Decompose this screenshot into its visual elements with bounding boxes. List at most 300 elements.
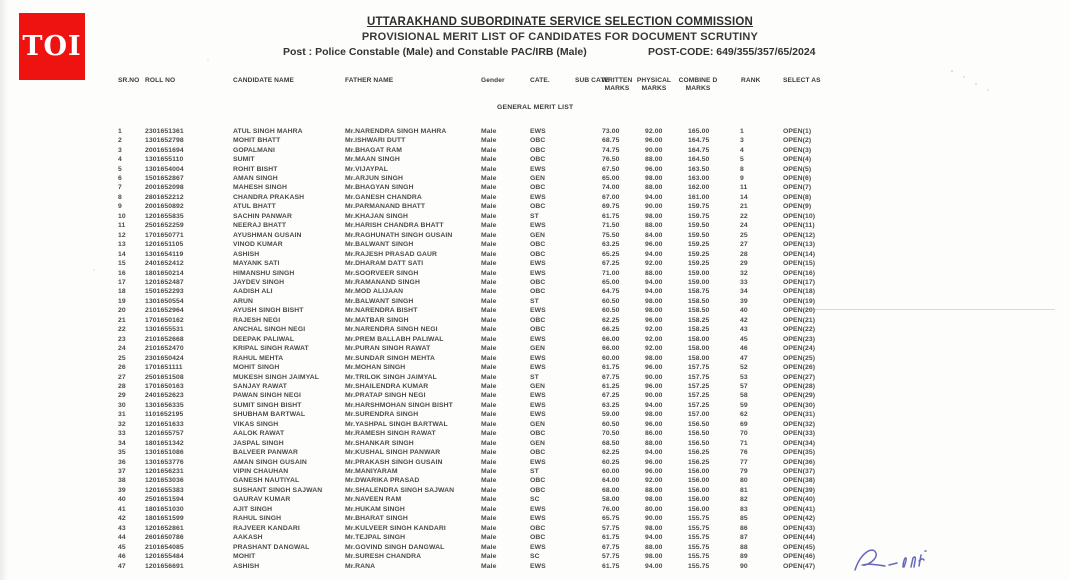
cell-cate: GEN — [530, 439, 546, 447]
scan-speck — [975, 83, 977, 85]
cell-combined: 156.00 — [688, 496, 710, 504]
cell-sr: 11 — [118, 222, 126, 230]
cell-physical: 88.00 — [645, 439, 663, 447]
scan-speck — [207, 59, 209, 61]
cell-roll: 1301654119 — [145, 250, 184, 258]
cell-combined: 159.50 — [688, 222, 710, 230]
cell-name: AMAN SINGH GUSAIN — [233, 458, 307, 466]
cell-rank: 52 — [740, 364, 748, 372]
cell-cate: OBC — [530, 524, 546, 532]
cell-rank: 88 — [740, 543, 748, 551]
cell-sr: 1 — [118, 127, 122, 135]
cell-select: OPEN(23) — [783, 335, 816, 343]
cell-select: OPEN(17) — [783, 278, 816, 286]
post-code: POST-CODE: 649/355/357/65/2024 — [648, 46, 816, 58]
cell-gender: Male — [481, 278, 497, 286]
cell-sr: 13 — [118, 241, 126, 249]
cell-select: OPEN(35) — [783, 449, 816, 457]
cell-gender: Male — [481, 354, 497, 362]
cell-cate: OBC — [530, 326, 546, 334]
cell-rank: 77 — [740, 458, 748, 466]
cell-physical: 90.00 — [645, 373, 663, 381]
table-row — [112, 326, 836, 335]
cell-father: Mr.RAGHUNATH SINGH GUSAIN — [345, 231, 453, 239]
cell-name: GANESH NAUTIYAL — [233, 477, 300, 485]
table-row — [112, 477, 836, 486]
cell-rank: 87 — [740, 534, 748, 542]
cell-combined: 161.00 — [688, 193, 710, 201]
cell-roll: 2401652623 — [145, 392, 184, 400]
cell-father: Mr.SHAILENDRA KUMAR — [345, 382, 429, 390]
cell-gender: Male — [481, 439, 497, 447]
cell-gender: Male — [481, 212, 497, 220]
cell-select: OPEN(27) — [783, 373, 816, 381]
table-row — [112, 344, 836, 353]
cell-cate: OBC — [530, 137, 546, 145]
cell-roll: 2101652668 — [145, 335, 184, 343]
cell-physical: 92.00 — [645, 345, 663, 353]
cell-written: 69.75 — [602, 203, 620, 211]
cell-select: OPEN(43) — [783, 524, 816, 532]
cell-rank: 69 — [740, 420, 748, 428]
cell-select: OPEN(13) — [783, 241, 816, 249]
cell-father: Mr.BHAGYAN SINGH — [345, 184, 414, 192]
cell-physical: 98.00 — [645, 411, 663, 419]
cell-physical: 86.00 — [645, 430, 663, 438]
cell-sr: 8 — [118, 193, 122, 201]
cell-physical: 98.00 — [645, 496, 663, 504]
table-row — [112, 250, 836, 259]
cell-sr: 9 — [118, 203, 122, 211]
cell-gender: Male — [481, 203, 497, 211]
cell-cate: OBC — [530, 156, 546, 164]
cell-roll: 2001650892 — [145, 203, 184, 211]
column-header-select: SELECT AS — [783, 77, 821, 84]
cell-rank: 4 — [740, 146, 744, 154]
cell-roll: 1301655531 — [145, 326, 184, 334]
cell-select: OPEN(14) — [783, 250, 816, 258]
cell-written: 65.75 — [602, 515, 620, 523]
table-row — [112, 458, 836, 467]
cell-father: Mr.GOVIND SINGH DANGWAL — [345, 543, 445, 551]
column-header-rank: RANK — [741, 77, 761, 84]
cell-gender: Male — [481, 241, 497, 249]
cell-rank: 27 — [740, 241, 748, 249]
table-row — [112, 373, 836, 382]
cell-gender: Male — [481, 193, 497, 201]
cell-physical: 88.00 — [645, 269, 663, 277]
cell-cate: EWS — [530, 335, 546, 343]
table-row — [112, 212, 836, 221]
cell-gender: Male — [481, 137, 497, 145]
cell-cate: ST — [530, 468, 539, 476]
cell-gender: Male — [481, 335, 497, 343]
scan-artifact-line — [793, 309, 1055, 310]
cell-father: Mr.RAMANAND SINGH — [345, 278, 420, 286]
cell-cate: EWS — [530, 364, 546, 372]
cell-gender: Male — [481, 373, 497, 381]
cell-combined: 159.00 — [688, 269, 710, 277]
cell-gender: Male — [481, 430, 497, 438]
cell-gender: Male — [481, 156, 497, 164]
cell-written: 67.25 — [602, 260, 620, 268]
cell-roll: 1201656691 — [145, 562, 184, 570]
cell-name: AYUSHMAN GUSAIN — [233, 231, 302, 239]
cell-roll: 1201655383 — [145, 486, 184, 494]
cell-roll: 1801651599 — [145, 515, 184, 523]
cell-physical: 96.00 — [645, 241, 663, 249]
cell-select: OPEN(41) — [783, 505, 816, 513]
cell-rank: 29 — [740, 260, 748, 268]
cell-rank: 71 — [740, 439, 748, 447]
cell-rank: 86 — [740, 524, 748, 532]
cell-written: 70.50 — [602, 430, 620, 438]
cell-father: Mr.SOORVEER SINGH — [345, 269, 419, 277]
cell-name: AADISH ALI — [233, 288, 273, 296]
cell-written: 68.50 — [602, 439, 620, 447]
cell-name: JASPAL SINGH — [233, 439, 284, 447]
cell-rank: 62 — [740, 411, 748, 419]
cell-father: Mr.MOD ALIJAAN — [345, 288, 404, 296]
cell-combined: 165.00 — [688, 127, 710, 135]
cell-physical: 92.00 — [645, 127, 663, 135]
cell-sr: 40 — [118, 496, 126, 504]
cell-roll: 2501652259 — [145, 222, 184, 230]
cell-written: 61.75 — [602, 364, 620, 372]
scan-speck — [963, 76, 965, 78]
cell-written: 65.00 — [602, 174, 620, 182]
cell-written: 71.50 — [602, 222, 620, 230]
cell-cate: OBC — [530, 184, 546, 192]
cell-rank: 32 — [740, 269, 748, 277]
cell-rank: 80 — [740, 477, 748, 485]
cell-sr: 21 — [118, 316, 126, 324]
cell-written: 57.75 — [602, 553, 620, 561]
cell-cate: EWS — [530, 458, 546, 466]
cell-physical: 80.00 — [645, 505, 663, 513]
cell-roll: 2601650786 — [145, 534, 184, 542]
cell-cate: SC — [530, 553, 540, 561]
cell-select: OPEN(47) — [783, 562, 816, 570]
cell-gender: Male — [481, 260, 497, 268]
cell-physical: 96.00 — [645, 382, 663, 390]
column-header-cate: CATE. — [530, 77, 550, 84]
column-header-father: FATHER NAME — [345, 77, 394, 84]
cell-physical: 88.00 — [645, 486, 663, 494]
cell-cate: EWS — [530, 562, 546, 570]
cell-combined: 159.00 — [688, 278, 710, 286]
cell-combined: 157.25 — [688, 382, 710, 390]
cell-name: GOPALMANI — [233, 146, 275, 154]
cell-physical: 84.00 — [645, 231, 663, 239]
cell-name: ANCHAL SINGH NEGI — [233, 326, 306, 334]
cell-name: ASHISH — [233, 250, 260, 258]
cell-father: Mr.NARENDRA SINGH MAHRA — [345, 127, 447, 135]
cell-combined: 156.25 — [688, 449, 710, 457]
cell-combined: 162.00 — [688, 184, 710, 192]
table-row — [112, 467, 836, 476]
cell-select: OPEN(7) — [783, 184, 812, 192]
cell-roll: 1301651086 — [145, 449, 184, 457]
cell-name: MUKESH SINGH JAIMYAL — [233, 373, 319, 381]
cell-physical: 96.00 — [645, 468, 663, 476]
cell-gender: Male — [481, 543, 497, 551]
cell-roll: 1301655110 — [145, 156, 184, 164]
cell-written: 65.25 — [602, 250, 620, 258]
cell-written: 60.00 — [602, 468, 620, 476]
cell-name: VIKAS SINGH — [233, 420, 279, 428]
table-row — [112, 222, 836, 231]
cell-name: SUMIT SINGH BISHT — [233, 401, 302, 409]
cell-father: Mr.SHANKAR SINGH — [345, 439, 414, 447]
cell-name: MAHESH SINGH — [233, 184, 288, 192]
cell-rank: 76 — [740, 449, 748, 457]
cell-combined: 159.25 — [688, 260, 710, 268]
cell-roll: 1801651342 — [145, 439, 184, 447]
cell-gender: Male — [481, 468, 497, 476]
cell-rank: 46 — [740, 345, 748, 353]
cell-father: Mr.PRATAP SINGH NEGI — [345, 392, 426, 400]
cell-combined: 157.25 — [688, 392, 710, 400]
cell-written: 68.75 — [602, 137, 620, 145]
cell-sr: 33 — [118, 430, 126, 438]
cell-name: ASHISH — [233, 562, 260, 570]
cell-select: OPEN(6) — [783, 174, 812, 182]
cell-select: OPEN(45) — [783, 543, 816, 551]
cell-name: GAURAV KUMAR — [233, 496, 291, 504]
cell-written: 62.25 — [602, 316, 620, 324]
cell-roll: 2001652098 — [145, 184, 184, 192]
cell-written: 64.75 — [602, 288, 620, 296]
cell-select: OPEN(18) — [783, 288, 816, 296]
cell-roll: 1801651030 — [145, 505, 184, 513]
cell-father: Mr.BALWANT SINGH — [345, 241, 414, 249]
cell-rank: 47 — [740, 354, 748, 362]
cell-select: OPEN(20) — [783, 307, 816, 315]
table-row — [112, 543, 836, 552]
cell-roll: 2301651361 — [145, 127, 184, 135]
cell-father: Mr.SURENDRA SINGH — [345, 411, 419, 419]
cell-cate: OBC — [530, 203, 546, 211]
cell-father: Mr.PREM BALLABH PALIWAL — [345, 335, 444, 343]
cell-written: 61.75 — [602, 534, 620, 542]
cell-physical: 98.00 — [645, 212, 663, 220]
cell-select: OPEN(28) — [783, 382, 816, 390]
cell-gender: Male — [481, 449, 497, 457]
section-heading: GENERAL MERIT LIST — [497, 104, 574, 111]
cell-gender: Male — [481, 562, 497, 570]
cell-select: OPEN(19) — [783, 297, 816, 305]
cell-sr: 16 — [118, 269, 126, 277]
cell-name: MOHIT SINGH — [233, 364, 280, 372]
cell-gender: Male — [481, 505, 497, 513]
cell-father: Mr.NAVEEN RAM — [345, 496, 402, 504]
cell-select: OPEN(40) — [783, 496, 816, 504]
cell-physical: 90.00 — [645, 392, 663, 400]
cell-name: RAJVEER KANDARI — [233, 524, 300, 532]
cell-roll: 2401652412 — [145, 260, 184, 268]
cell-rank: 59 — [740, 401, 748, 409]
cell-rank: 11 — [740, 184, 748, 192]
cell-combined: 158.75 — [688, 288, 710, 296]
cell-gender: Male — [481, 486, 497, 494]
cell-select: OPEN(31) — [783, 411, 816, 419]
cell-rank: 58 — [740, 392, 748, 400]
cell-rank: 45 — [740, 335, 748, 343]
cell-roll: 1501652867 — [145, 174, 184, 182]
cell-name: ATUL BHATT — [233, 203, 276, 211]
cell-name: ARUN — [233, 297, 254, 305]
cell-sr: 26 — [118, 364, 126, 372]
cell-name: RAHUL SINGH — [233, 515, 282, 523]
cell-cate: OBC — [530, 486, 546, 494]
cell-cate: EWS — [530, 515, 546, 523]
cell-name: SACHIN PANWAR — [233, 212, 292, 220]
table-row — [112, 193, 836, 202]
cell-sr: 28 — [118, 382, 126, 390]
cell-combined: 155.75 — [688, 534, 710, 542]
cell-rank: 85 — [740, 515, 748, 523]
table-row — [112, 533, 836, 542]
table-row — [112, 288, 836, 297]
cell-combined: 156.50 — [688, 420, 710, 428]
cell-cate: GEN — [530, 174, 546, 182]
cell-name: AAKASH — [233, 534, 263, 542]
cell-name: CHANDRA PRAKASH — [233, 193, 305, 201]
cell-combined: 156.50 — [688, 430, 710, 438]
cell-physical: 90.00 — [645, 515, 663, 523]
cell-gender: Male — [481, 146, 497, 154]
table-row — [112, 354, 836, 363]
cell-written: 67.50 — [602, 165, 620, 173]
cell-roll: 2101652470 — [145, 345, 184, 353]
cell-roll: 1701650162 — [145, 316, 184, 324]
cell-rank: 14 — [740, 193, 748, 201]
table-row — [112, 552, 836, 561]
cell-written: 61.25 — [602, 382, 620, 390]
cell-sr: 45 — [118, 543, 126, 551]
cell-select: OPEN(32) — [783, 420, 816, 428]
cell-roll: 1701650771 — [145, 231, 184, 239]
cell-written: 67.00 — [602, 193, 620, 201]
cell-cate: EWS — [530, 543, 546, 551]
cell-roll: 1201655835 — [145, 212, 184, 220]
cell-combined: 156.00 — [688, 468, 710, 476]
cell-name: SHUBHAM BARTWAL — [233, 411, 306, 419]
cell-rank: 83 — [740, 505, 748, 513]
cell-written: 68.00 — [602, 486, 620, 494]
cell-rank: 39 — [740, 297, 748, 305]
table-row — [112, 335, 836, 344]
cell-select: OPEN(36) — [783, 458, 816, 466]
cell-father: Mr.SURESH CHANDRA — [345, 553, 422, 561]
cell-gender: Male — [481, 534, 497, 542]
cell-gender: Male — [481, 515, 497, 523]
cell-written: 66.25 — [602, 326, 620, 334]
cell-cate: OBC — [530, 146, 546, 154]
cell-roll: 2301650424 — [145, 354, 184, 362]
cell-gender: Male — [481, 364, 497, 372]
cell-written: 74.75 — [602, 146, 620, 154]
cell-physical: 88.00 — [645, 222, 663, 230]
cell-cate: OBC — [530, 534, 546, 542]
cell-select: OPEN(38) — [783, 477, 816, 485]
column-header-written: WRITTEN MARKS — [601, 77, 633, 92]
cell-father: Mr.BHARAT SINGH — [345, 515, 408, 523]
cell-name: AMAN SINGH — [233, 174, 278, 182]
cell-select: OPEN(25) — [783, 354, 816, 362]
column-header-name: CANDIDATE NAME — [233, 77, 294, 84]
toi-logo-text: TOI — [22, 31, 82, 62]
cell-gender: Male — [481, 127, 497, 135]
cell-physical: 98.00 — [645, 297, 663, 305]
cell-father: Mr.MOHAN SINGH — [345, 364, 406, 372]
cell-gender: Male — [481, 316, 497, 324]
cell-rank: 82 — [740, 496, 748, 504]
cell-father: Mr.MATBAR SINGH — [345, 316, 409, 324]
cell-gender: Male — [481, 345, 497, 353]
cell-physical: 98.00 — [645, 524, 663, 532]
handwritten-signature — [845, 538, 965, 580]
cell-select: OPEN(26) — [783, 364, 816, 372]
cell-physical: 96.00 — [645, 420, 663, 428]
cell-cate: OBC — [530, 449, 546, 457]
cell-select: OPEN(30) — [783, 401, 816, 409]
cell-father: Mr.HUKAM SINGH — [345, 505, 405, 513]
toi-logo — [19, 13, 85, 80]
cell-cate: OBC — [530, 316, 546, 324]
cell-sr: 7 — [118, 184, 122, 192]
cell-sr: 38 — [118, 477, 126, 485]
cell-physical: 96.00 — [645, 364, 663, 372]
cell-physical: 92.00 — [645, 477, 663, 485]
scan-speck — [951, 70, 953, 72]
cell-gender: Male — [481, 250, 497, 258]
cell-cate: EWS — [530, 127, 546, 135]
cell-father: Mr.RANA — [345, 562, 376, 570]
cell-written: 73.00 — [602, 127, 620, 135]
cell-sr: 44 — [118, 534, 126, 542]
cell-rank: 79 — [740, 468, 748, 476]
cell-sr: 39 — [118, 486, 126, 494]
cell-name: HIMANSHU SINGH — [233, 269, 295, 277]
cell-sr: 15 — [118, 260, 126, 268]
table-row — [112, 278, 836, 287]
cell-combined: 163.50 — [688, 165, 710, 173]
cell-rank: 21 — [740, 203, 748, 211]
cell-select: OPEN(21) — [783, 316, 816, 324]
cell-cate: EWS — [530, 307, 546, 315]
cell-gender: Male — [481, 231, 497, 239]
cell-physical: 94.00 — [645, 562, 663, 570]
cell-cate: SC — [530, 496, 540, 504]
cell-name: DEEPAK PALIWAL — [233, 335, 295, 343]
cell-combined: 157.75 — [688, 373, 710, 381]
cell-cate: EWS — [530, 392, 546, 400]
cell-roll: 2101654085 — [145, 543, 184, 551]
table-row — [112, 439, 836, 448]
cell-roll: 1701651111 — [145, 364, 183, 372]
cell-gender: Male — [481, 553, 497, 561]
cell-name: AALOK RAWAT — [233, 430, 285, 438]
cell-father: Mr.KUSHAL SINGH PANWAR — [345, 449, 441, 457]
cell-written: 66.00 — [602, 345, 620, 353]
cell-sr: 37 — [118, 468, 126, 476]
cell-written: 58.00 — [602, 496, 620, 504]
cell-physical: 90.00 — [645, 203, 663, 211]
cell-gender: Male — [481, 297, 497, 305]
cell-name: VINOD KUMAR — [233, 241, 283, 249]
